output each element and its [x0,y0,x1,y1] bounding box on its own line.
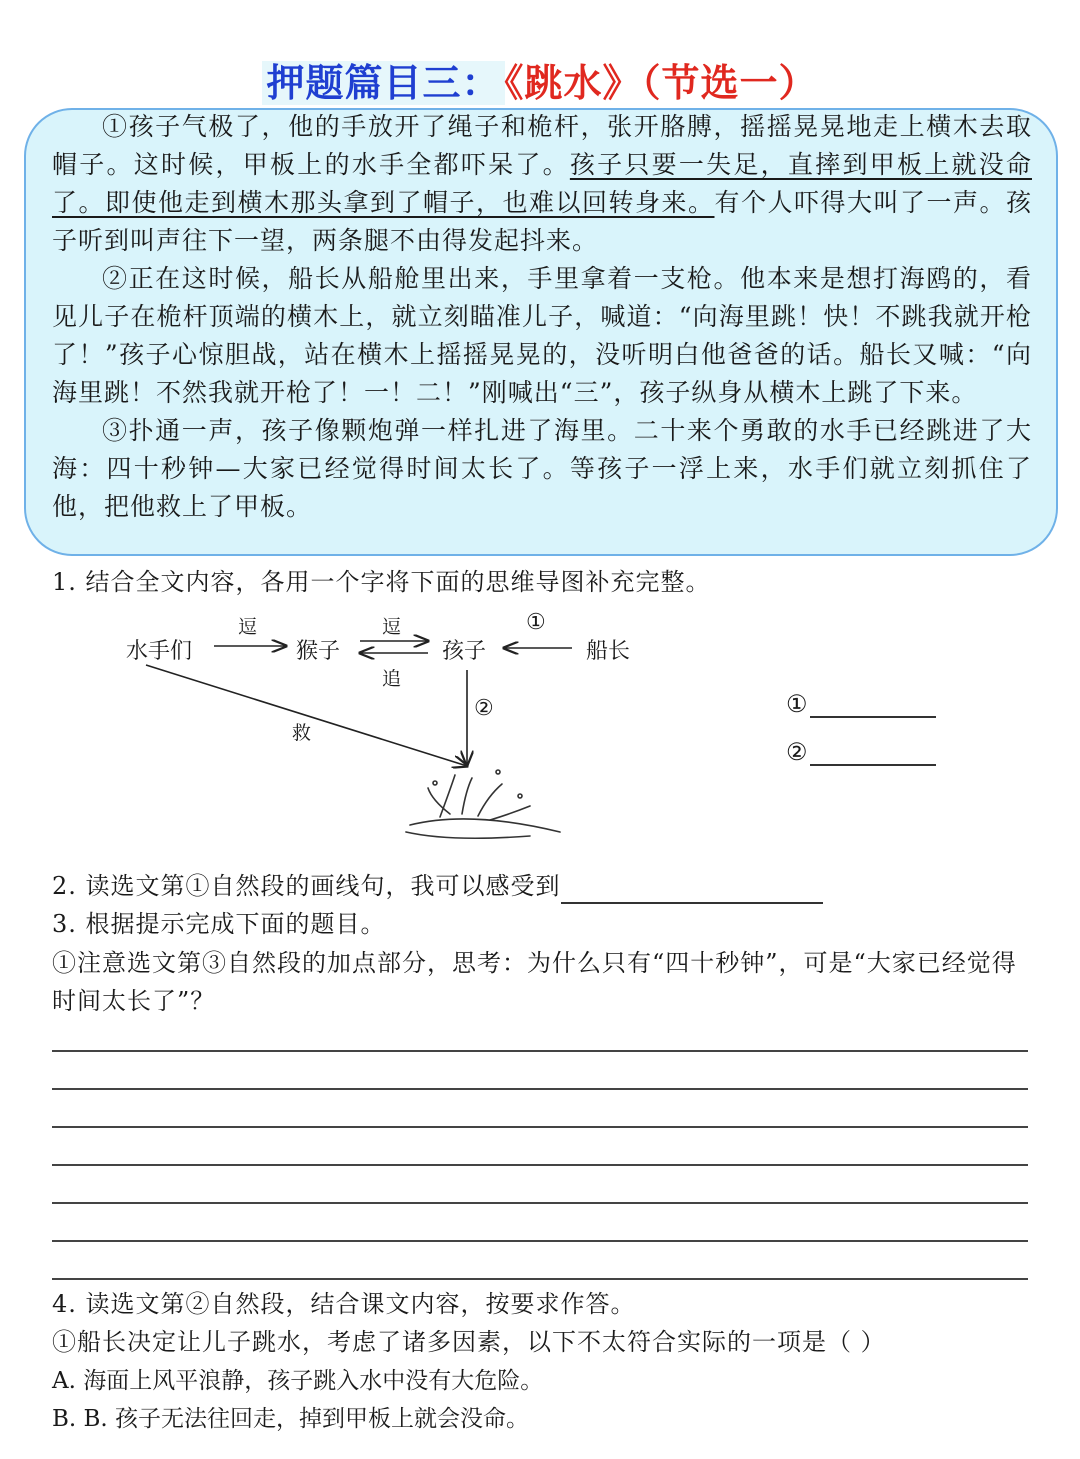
option-b[interactable]: B. B. 孩子无法往回走，掉到甲板上就会没命。 [52,1406,530,1432]
edge-rescue: 救 [292,722,312,744]
edge-blank-1: ① [526,610,546,635]
question-2-text: 2. 读选文第①自然段的画线句，我可以感受到 [52,872,561,900]
title-main: 《跳水》（节选一） [504,61,818,105]
edge-tease-2: 逗 [382,616,402,638]
answer-line[interactable] [52,1088,1028,1090]
node-sailors: 水手们 [126,639,193,664]
question-1: 1. 结合全文内容，各用一个字将下面的思维导图补充完整。 [52,568,711,596]
answer-blank-1-line[interactable] [810,692,936,718]
node-captain: 船长 [586,639,631,664]
answer-blank-2-line[interactable] [810,740,936,766]
question-2-blank[interactable] [561,876,823,904]
question-4: 4. 读选文第②自然段，结合课文内容，按要求作答。 [52,1290,636,1318]
edge-blank-2: ② [474,696,494,721]
paragraph-3: ③扑通一声，孩子像颗炮弹一样扎进了海里。二十来个勇敢的水手已经跳进了大海：四十秒钟—大家已经觉得时间太长了。等孩子一浮上来，水手们就立刻抓住了他，把他救上了甲板。 [52,416,1032,521]
edge-chase: 追 [382,668,402,690]
paragraph-1 [52,108,1032,260]
paragraph-1-end: 有个人吓得大叫了一声。孩子听到叫声往下一望，两条腿不由得发起抖来。 [52,188,1032,255]
question-3-sub1: ①注意选文第③自然段的加点部分，思考：为什么只有“四十秒钟”，可是“大家已经觉得时间太长了”？ [52,949,1017,1015]
question-2 [52,868,823,904]
answer-line[interactable] [52,1164,1028,1166]
answer-blank-2-label: ② [786,738,808,766]
answer-line[interactable] [52,1202,1028,1204]
node-child: 孩子 [442,639,487,664]
mind-map [110,600,670,850]
answer-blank-1[interactable] [786,690,936,718]
title-prefix: 押题篇目三： [262,61,504,105]
paragraph-1-start: ①孩子气极了，他的手放开了绳子和桅杆，张开胳膊，摇摇晃晃地走上横木去取帽子。这时候，甲板上的水手全都吓呆了。 [52,112,1032,179]
answer-line[interactable] [52,1126,1028,1128]
answer-line[interactable] [52,1278,1028,1280]
question-3: 3. 根据提示完成下面的题目。 [52,910,386,938]
water-splash-icon [406,770,560,838]
answer-line[interactable] [52,1240,1028,1242]
answer-blank-2[interactable] [786,738,936,766]
arrow-sailors-water [146,665,467,766]
passage-text [52,108,1032,526]
answer-blank-1-label: ① [786,690,808,718]
option-a[interactable]: A. 海面上风平浪静，孩子跳入水中没有大危险。 [52,1368,544,1394]
paragraph-2: ②正在这时候，船长从船舱里出来，手里拿着一支枪。他本来是想打海鸥的，看见儿子在桅杆顶端的横木上，就立刻瞄准儿子，喊道：“向海里跳！快！不跳我就开枪了！”孩子心惊胆战，站在横木上摇摇晃晃的，没听明白他爸爸的话。船长又喊：“向海里跳！不然我就开枪了！一！二！”刚喊出“三”，孩子纵身从横木上跳了下来。 [52,264,1032,407]
page-title [0,52,1080,107]
node-monkey: 猴子 [296,639,341,664]
question-4-sub1: ①船长决定让儿子跳水，考虑了诸多因素，以下不太符合实际的一项是（ ） [52,1328,886,1356]
edge-tease-1: 逗 [238,616,258,638]
underlined-sentence: 孩子只要一失足，直摔到甲板上就没命了。即使他走到横木那头拿到了帽子，也难以回转身来。 [52,150,1032,217]
answer-line[interactable] [52,1050,1028,1052]
